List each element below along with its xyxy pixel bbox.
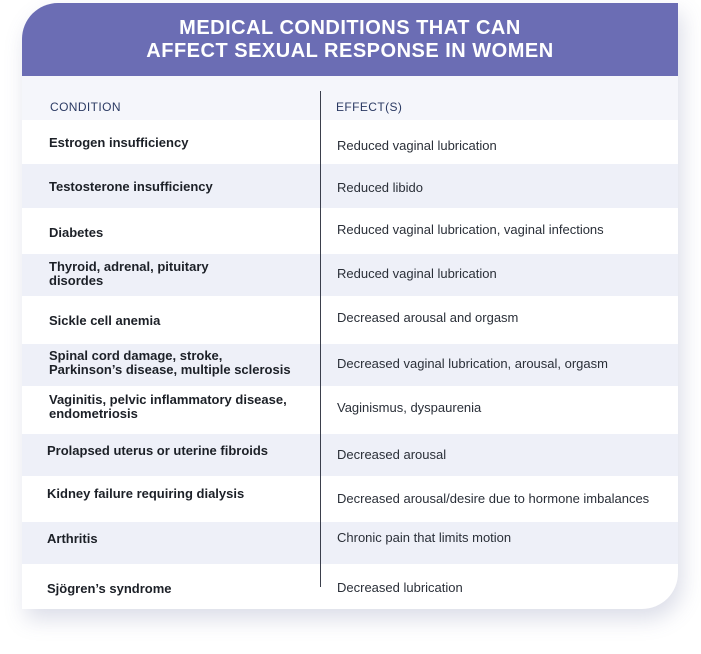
- table-row: [22, 208, 678, 254]
- condition-cell: Testosterone insufficiency: [49, 179, 213, 194]
- effect-cell: Decreased vaginal lubrication, arousal, orgasm: [337, 356, 608, 371]
- effect-cell: Decreased arousal and orgasm: [337, 310, 519, 325]
- table-row: [22, 522, 678, 564]
- column-divider: [320, 91, 321, 587]
- condition-cell: Vaginitis, pelvic inflammatory disease, endometriosis: [49, 392, 287, 421]
- effect-cell: Reduced libido: [337, 180, 424, 195]
- effect-cell: Reduced vaginal lubrication, vaginal infections: [337, 222, 604, 237]
- condition-cell: Prolapsed uterus or uterine fibroids: [47, 443, 269, 458]
- table-card: [22, 3, 678, 609]
- table-row: [22, 164, 678, 208]
- condition-cell: Estrogen insufficiency: [49, 135, 189, 150]
- table-row: [22, 296, 678, 344]
- condition-cell: Diabetes: [49, 225, 104, 240]
- condition-cell: Sickle cell anemia: [49, 313, 161, 328]
- effect-cell: Decreased arousal/desire due to hormone imbalances: [337, 491, 650, 506]
- table-row: [22, 120, 678, 164]
- table-title: [22, 3, 678, 76]
- effect-cell: Reduced vaginal lubrication: [337, 138, 497, 153]
- effect-cell: Reduced vaginal lubrication: [337, 266, 497, 281]
- effect-cell: Decreased lubrication: [337, 580, 463, 595]
- table-row: [22, 344, 678, 386]
- table-row: [22, 386, 678, 434]
- condition-cell: Arthritis: [47, 531, 98, 546]
- table-row: [22, 254, 678, 296]
- condition-cell: Thyroid, adrenal, pituitary disordes: [49, 259, 209, 288]
- effect-cell: Decreased arousal: [337, 447, 447, 462]
- condition-cell: Sjögren’s syndrome: [47, 581, 172, 596]
- column-header-effects: EFFECT(S): [336, 100, 403, 114]
- table-row: [22, 564, 678, 609]
- column-header-row: [22, 76, 678, 120]
- condition-cell: Spinal cord damage, stroke, Parkinson’s disease, multiple sclerosis: [49, 348, 291, 377]
- title-line-2: AFFECT SEXUAL RESPONSE IN WOMEN: [146, 40, 554, 62]
- effect-cell: Vaginismus, dyspaurenia: [337, 400, 482, 415]
- column-header-condition: CONDITION: [50, 100, 121, 114]
- table-row: [22, 476, 678, 522]
- title-line-1: MEDICAL CONDITIONS THAT CAN: [179, 17, 521, 39]
- condition-cell: Kidney failure requiring dialysis: [47, 486, 245, 501]
- table-row: [22, 434, 678, 476]
- effect-cell: Chronic pain that limits motion: [337, 530, 512, 545]
